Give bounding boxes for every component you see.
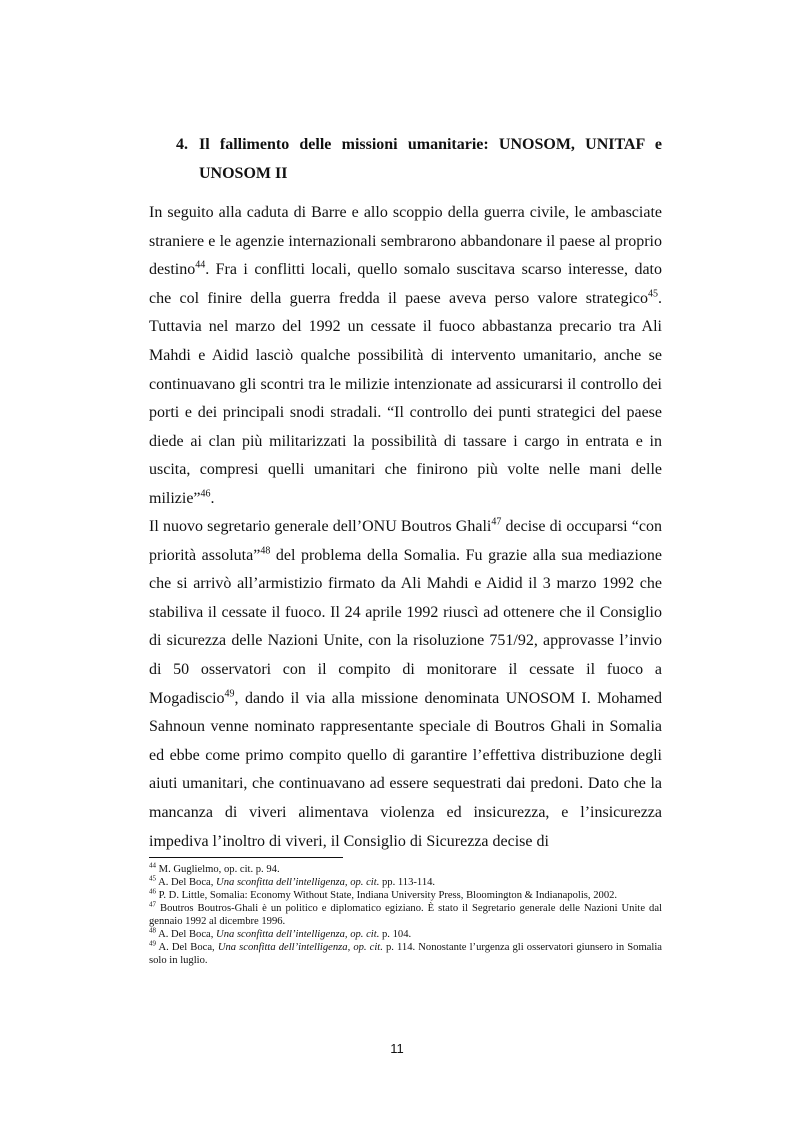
footnote-49: $^{49}$ A. Del Boca, Una sconfitta dell’intelligenza, op. cit. p. 114. Nonostante l’urgenza gli osservatori giunsero in Somalia solo in luglio. [149, 939, 662, 966]
footnote-ref-45: 45 [648, 288, 658, 300]
footnote-ref-47: 47 [491, 516, 502, 528]
footnote-ref-48: 48 [260, 545, 271, 557]
footnote-44: $^{44}$ M. Guglielmo, op. cit. p. 94. [149, 861, 280, 875]
section-heading [176, 130, 662, 188]
paragraph-text: . Fra i conflitti locali, quello somalo suscitava scarso interesse, dato che col finire della guerra fredda il paese aveva perso valore strategico [149, 261, 662, 307]
footnotes [149, 863, 662, 967]
footnote-separator [149, 857, 343, 858]
footnote-ref-46: 46 [200, 488, 211, 500]
paragraph-1 [149, 199, 662, 514]
page-number: 11 [390, 1041, 404, 1056]
section-number: 4. [176, 136, 188, 153]
footnote-46: $^{46}$ P. D. Little, Somalia: Economy Without State, Indiana University Press, Bloomington & Indianapolis, 2002. [149, 887, 618, 901]
paragraph-text: . Tuttavia nel marzo del 1992 un cessate il fuoco abbastanza precario tra Ali Mahdi e Aidid lasciò qualche possibilità di intervento umanitario, anche se continuavano gli scontri tra le milizie intenzionate ad assicurarsi il controllo dei porti e dei principali snodi stradali. “Il controllo dei punti strategici del paese diede ai clan più militarizzati la possibilità di tassare i cargo in entrata e in uscita, compresi quelli umanitari che finirono più volte nelle mani delle milizie” [149, 289, 662, 507]
section-title: Il fallimento delle missioni umanitarie: UNOSOM, UNITAF e UNOSOM II [199, 136, 662, 182]
paragraph-text: decise di occuparsi “con priorità assoluta” [149, 518, 663, 564]
paragraph-2 [149, 513, 662, 856]
footnote-45: $^{45}$ A. Del Boca, Una sconfitta dell’intelligenza, op. cit. pp. 113-114. [149, 874, 436, 888]
paragraph-text: Il nuovo segretario generale dell’ONU Boutros Ghali [149, 518, 492, 535]
footnote-ref-49: 49 [224, 688, 235, 700]
footnote-ref-44: 44 [195, 259, 206, 271]
paragraph-text: del problema della Somalia. Fu grazie alla sua mediazione che si arrivò all’armistizio firmato da Ali Mahdi e Aidid il 3 marzo 1992 che stabiliva il cessate il fuoco. Il 24 aprile 1992 riuscì ad ottenere che il Consiglio di sicurezza delle Nazioni Unite, con la risoluzione 751/92, approvasse l’invio di 50 osservatori con il compito di monitorare il cessate il fuoco a Mogadiscio [149, 546, 663, 707]
paragraph-text: . [210, 489, 215, 507]
footnote-48: $^{48}$ A. Del Boca, Una sconfitta dell’intelligenza, op. cit. p. 104. [149, 926, 412, 940]
paragraph-text: In seguito alla caduta di Barre e allo scoppio della guerra civile, le ambasciate straniere e le agenzie internazionali sembrarono abbandonare il paese al proprio destino [149, 204, 662, 279]
paragraph-text: , dando il via alla missione denominata UNOSOM I. Mohamed Sahnoun venne nominato rappresentante speciale di Boutros Ghali in Somalia ed ebbe come primo compito quello di garantire l’effettiva distribuzione degli aiuti umanitari, che continuavano ad essere sequestrati dai predoni. Dato che la mancanza di viveri alimentava violenza ed insicurezza, e l’insicurezza impediva l’inoltro di viveri, il Consiglio di Sicurezza decise di [149, 689, 662, 850]
footnote-47: $^{47}$ Boutros Boutros-Ghali è un politico e diplomatico egiziano. È stato il Segretario generale delle Nazioni Unite dal gennaio 1992 al dicembre 1996. [149, 900, 662, 927]
